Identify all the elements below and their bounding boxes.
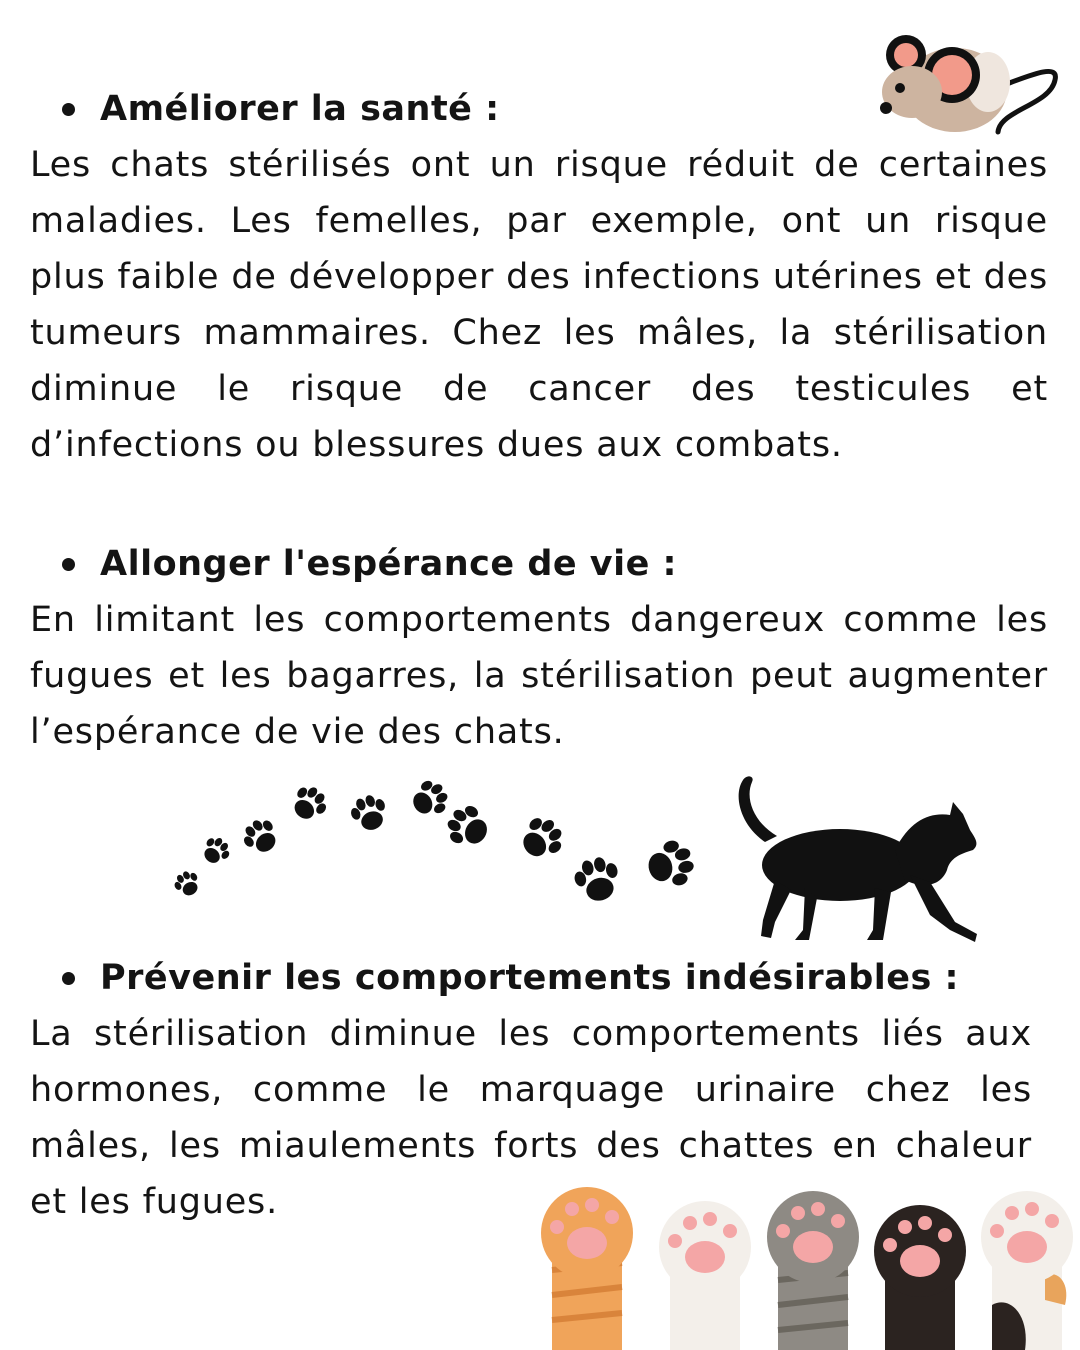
paw-print-icon: [198, 833, 234, 869]
section-esperance: [30, 536, 1048, 760]
paw-print-icon: [571, 853, 624, 905]
heading-comportements: [30, 950, 1032, 1006]
mouse-icon: [870, 20, 1070, 145]
paragraph-esperance: En limitant les comportements dangereux comme les fugues et les bagarres, la stérilisation peut augmenter l’espérance de vie des chats.: [30, 600, 1048, 752]
paw-print-icon: [643, 837, 697, 892]
paw-print-icon: [171, 867, 204, 900]
cat-paws-illustration: [530, 1185, 1080, 1350]
paw-print-icon: [441, 800, 495, 854]
heading-sante-text: Améliorer la santé :: [100, 89, 500, 129]
calico-paw-icon: [981, 1191, 1073, 1350]
dark-paw-icon: [874, 1205, 966, 1350]
paw-print-icon: [286, 780, 332, 826]
white-paw-icon: [659, 1201, 751, 1350]
paragraph-comportements: La stérilisation diminue les comportements liés aux hormones, comme le marquage urinaire chez les mâles, les miaulements forts des chattes en chaleur et les fugues.: [30, 1014, 1032, 1222]
paw-print-icon: [406, 775, 453, 822]
heading-comportements-text: Prévenir les comportements indésirables :: [100, 958, 959, 998]
paw-prints-trail: [160, 770, 720, 930]
bullet-dot: [62, 972, 75, 985]
paragraph-sante: Les chats stérilisés ont un risque réduit de certaines maladies. Les femelles, par exemple, ont un risque plus faible de développer des infections utérines et des tumeurs mammaires. Chez les mâles, la stérilisation diminue le risque de cancer des testicules et d’infections ou blessures dues aux combats.: [30, 145, 1048, 465]
heading-esperance: [30, 536, 1048, 592]
bullet-dot: [62, 103, 75, 116]
paw-print-icon: [238, 813, 284, 859]
bullet-dot: [62, 558, 75, 571]
orange-paw-icon: [541, 1187, 633, 1350]
paw-print-icon: [347, 791, 392, 835]
black-cat-icon: [725, 770, 985, 950]
paw-print-icon: [514, 811, 570, 867]
gray-paw-icon: [767, 1191, 859, 1350]
heading-esperance-text: Allonger l'espérance de vie :: [100, 544, 678, 584]
